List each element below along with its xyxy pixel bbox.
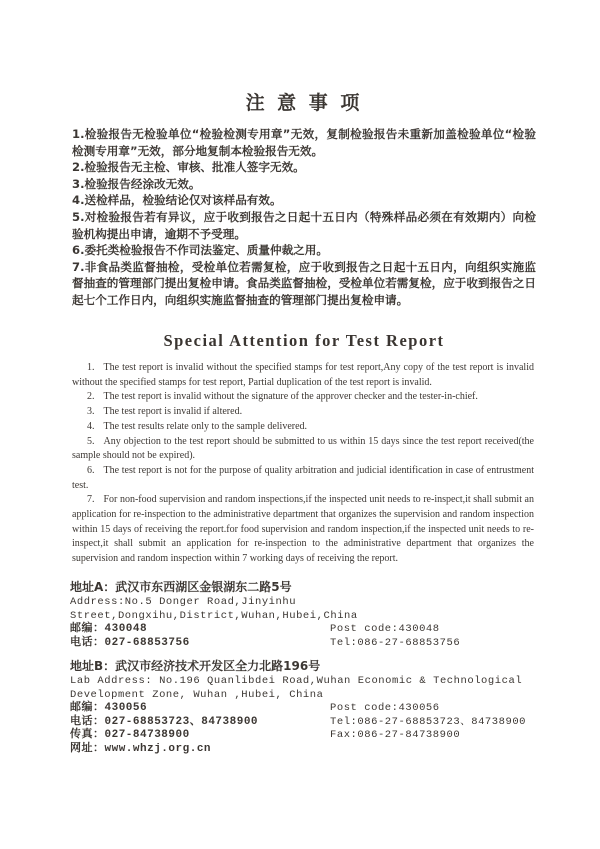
address-block-a [70, 580, 540, 650]
fax-en: Fax:086-27-84738900 [330, 729, 461, 741]
address-b-en-line1: Lab Address: No.196 Quanlibdei Road,Wuhan Economic & Technological [70, 675, 523, 687]
tel-zh: 电话：027-68853756 [70, 636, 190, 649]
address-b-postcode-row [70, 702, 540, 716]
item-number: 3. [87, 406, 95, 418]
notice-item-zh-5: 5.对检验报告若有异议，应于收到报告之日起十五日内（特殊样品必须在有效期内）向检验机构提出申请，逾期不予受理。 [72, 209, 536, 241]
notice-list-en [72, 361, 534, 567]
notice-item-en-7 [72, 493, 534, 567]
item-text: The test report is invalid without the signature of the approver checker and the tester-in-chief. [103, 391, 478, 403]
notice-title-zh: 注 意 事 项 [245, 92, 363, 114]
tel-zh: 电话：027-68853723、84738900 [70, 715, 259, 728]
address-b-tel-row [70, 716, 540, 730]
address-a-tel-row [70, 637, 540, 651]
notice-title-en: Special Attention for Test Report [163, 331, 445, 350]
item-number: 2. [87, 391, 95, 403]
address-b-zh: 地址B：武汉市经济技术开发区全力北路196号 [70, 659, 321, 673]
notice-item-zh-6: 6.委托类检验报告不作司法鉴定、质量仲裁之用。 [72, 243, 328, 258]
notice-item-zh-3: 3.检验报告经涂改无效。 [72, 176, 201, 191]
item-text: The test report is invalid without the specified stamps for test report,Any copy of the test report is invalid without the specified stamps for test report, Partial duplication of the test report is invalid. [72, 362, 534, 388]
item-text: The test report is not for the purpose of quality arbitration and judicial identification in case of entrustment test. [72, 464, 534, 491]
postcode-zh: 邮编：430056 [70, 702, 148, 714]
notice-item-en-6 [72, 464, 534, 493]
address-b-en-line2: Development Zone, Wuhan ,Hubei, China [70, 688, 324, 701]
item-number: 1. [87, 362, 95, 373]
postcode-en: Post code:430048 [330, 623, 440, 635]
notice-item-en-5 [72, 435, 534, 464]
notice-item-zh-4: 4.送检样品，检验结论仅对该样品有效。 [72, 193, 282, 208]
tel-en: Tel:086-27-68853723、84738900 [330, 715, 527, 728]
address-a-en-line1: Address:No.5 Donger Road,Jinyinhu [70, 596, 297, 608]
item-number: 4. [87, 420, 95, 432]
notice-item-en-1 [72, 361, 534, 390]
address-a-zh: 地址A：武汉市东西湖区金银湖东二路5号 [70, 580, 292, 594]
item-text: The test results relate only to the sample delivered. [103, 420, 308, 432]
item-number: 5. [87, 435, 95, 447]
notice-item-en-2 [72, 390, 534, 405]
address-a-en-line2: Street,Dongxihu,District,Wuhan,Hubei,China [70, 609, 358, 622]
fax-zh: 传真：027-84738900 [70, 729, 190, 741]
website-zh: 网址：www.whzj.org.cn [70, 742, 212, 755]
notice-item-zh-1: 1.检验报告无检验单位“检验检测专用章”无效，复制检验报告未重新加盖检验单位“检验检测专用章”无效，部分地复制本检验报告无效。 [72, 127, 536, 158]
tel-en: Tel:086-27-68853756 [330, 636, 461, 649]
item-text: The test report is invalid if altered. [103, 406, 243, 418]
item-text: Any objection to the test report should be submitted to us within 15 days since the test report received(the sample should not be expired). [72, 435, 534, 462]
address-a-postcode-row [70, 623, 540, 637]
address-block-b [70, 659, 540, 756]
item-number: 7. [87, 494, 95, 506]
notice-item-zh-7: 7.非食品类监督抽检，受检单位若需复检，应于收到报告之日起十五日内，向组织实施监督抽查的管理部门提出复检申请。食品类监督抽检，受检单位若需复检，应于收到报告之日起七个工作日内，向组织实施监督抽查的管理部门提出复检申请。 [72, 259, 536, 307]
address-b-fax-row [70, 729, 540, 743]
item-text: For non-food supervision and random inspections,if the inspected unit needs to re-inspect,it shall submit an application for re-inspection to the administrative department that organizes the supervision and random inspection within 15 days of receiving the report.for food supervision and random inspection,if the inspected unit needs to re-inspect,it shall submit an application for re-inspection to the administrative department that organizes the supervision and random inspection within 7 working days of receiving the report. [72, 494, 534, 565]
postcode-en: Post code:430056 [330, 702, 440, 714]
postcode-zh: 邮编：430048 [70, 623, 148, 635]
notice-item-zh-2: 2.检验报告无主检、审核、批准人签字无效。 [72, 160, 305, 175]
notice-list-zh [72, 126, 536, 309]
notice-item-en-4 [72, 420, 534, 435]
notice-item-en-3 [72, 405, 534, 420]
item-number: 6. [87, 464, 95, 476]
